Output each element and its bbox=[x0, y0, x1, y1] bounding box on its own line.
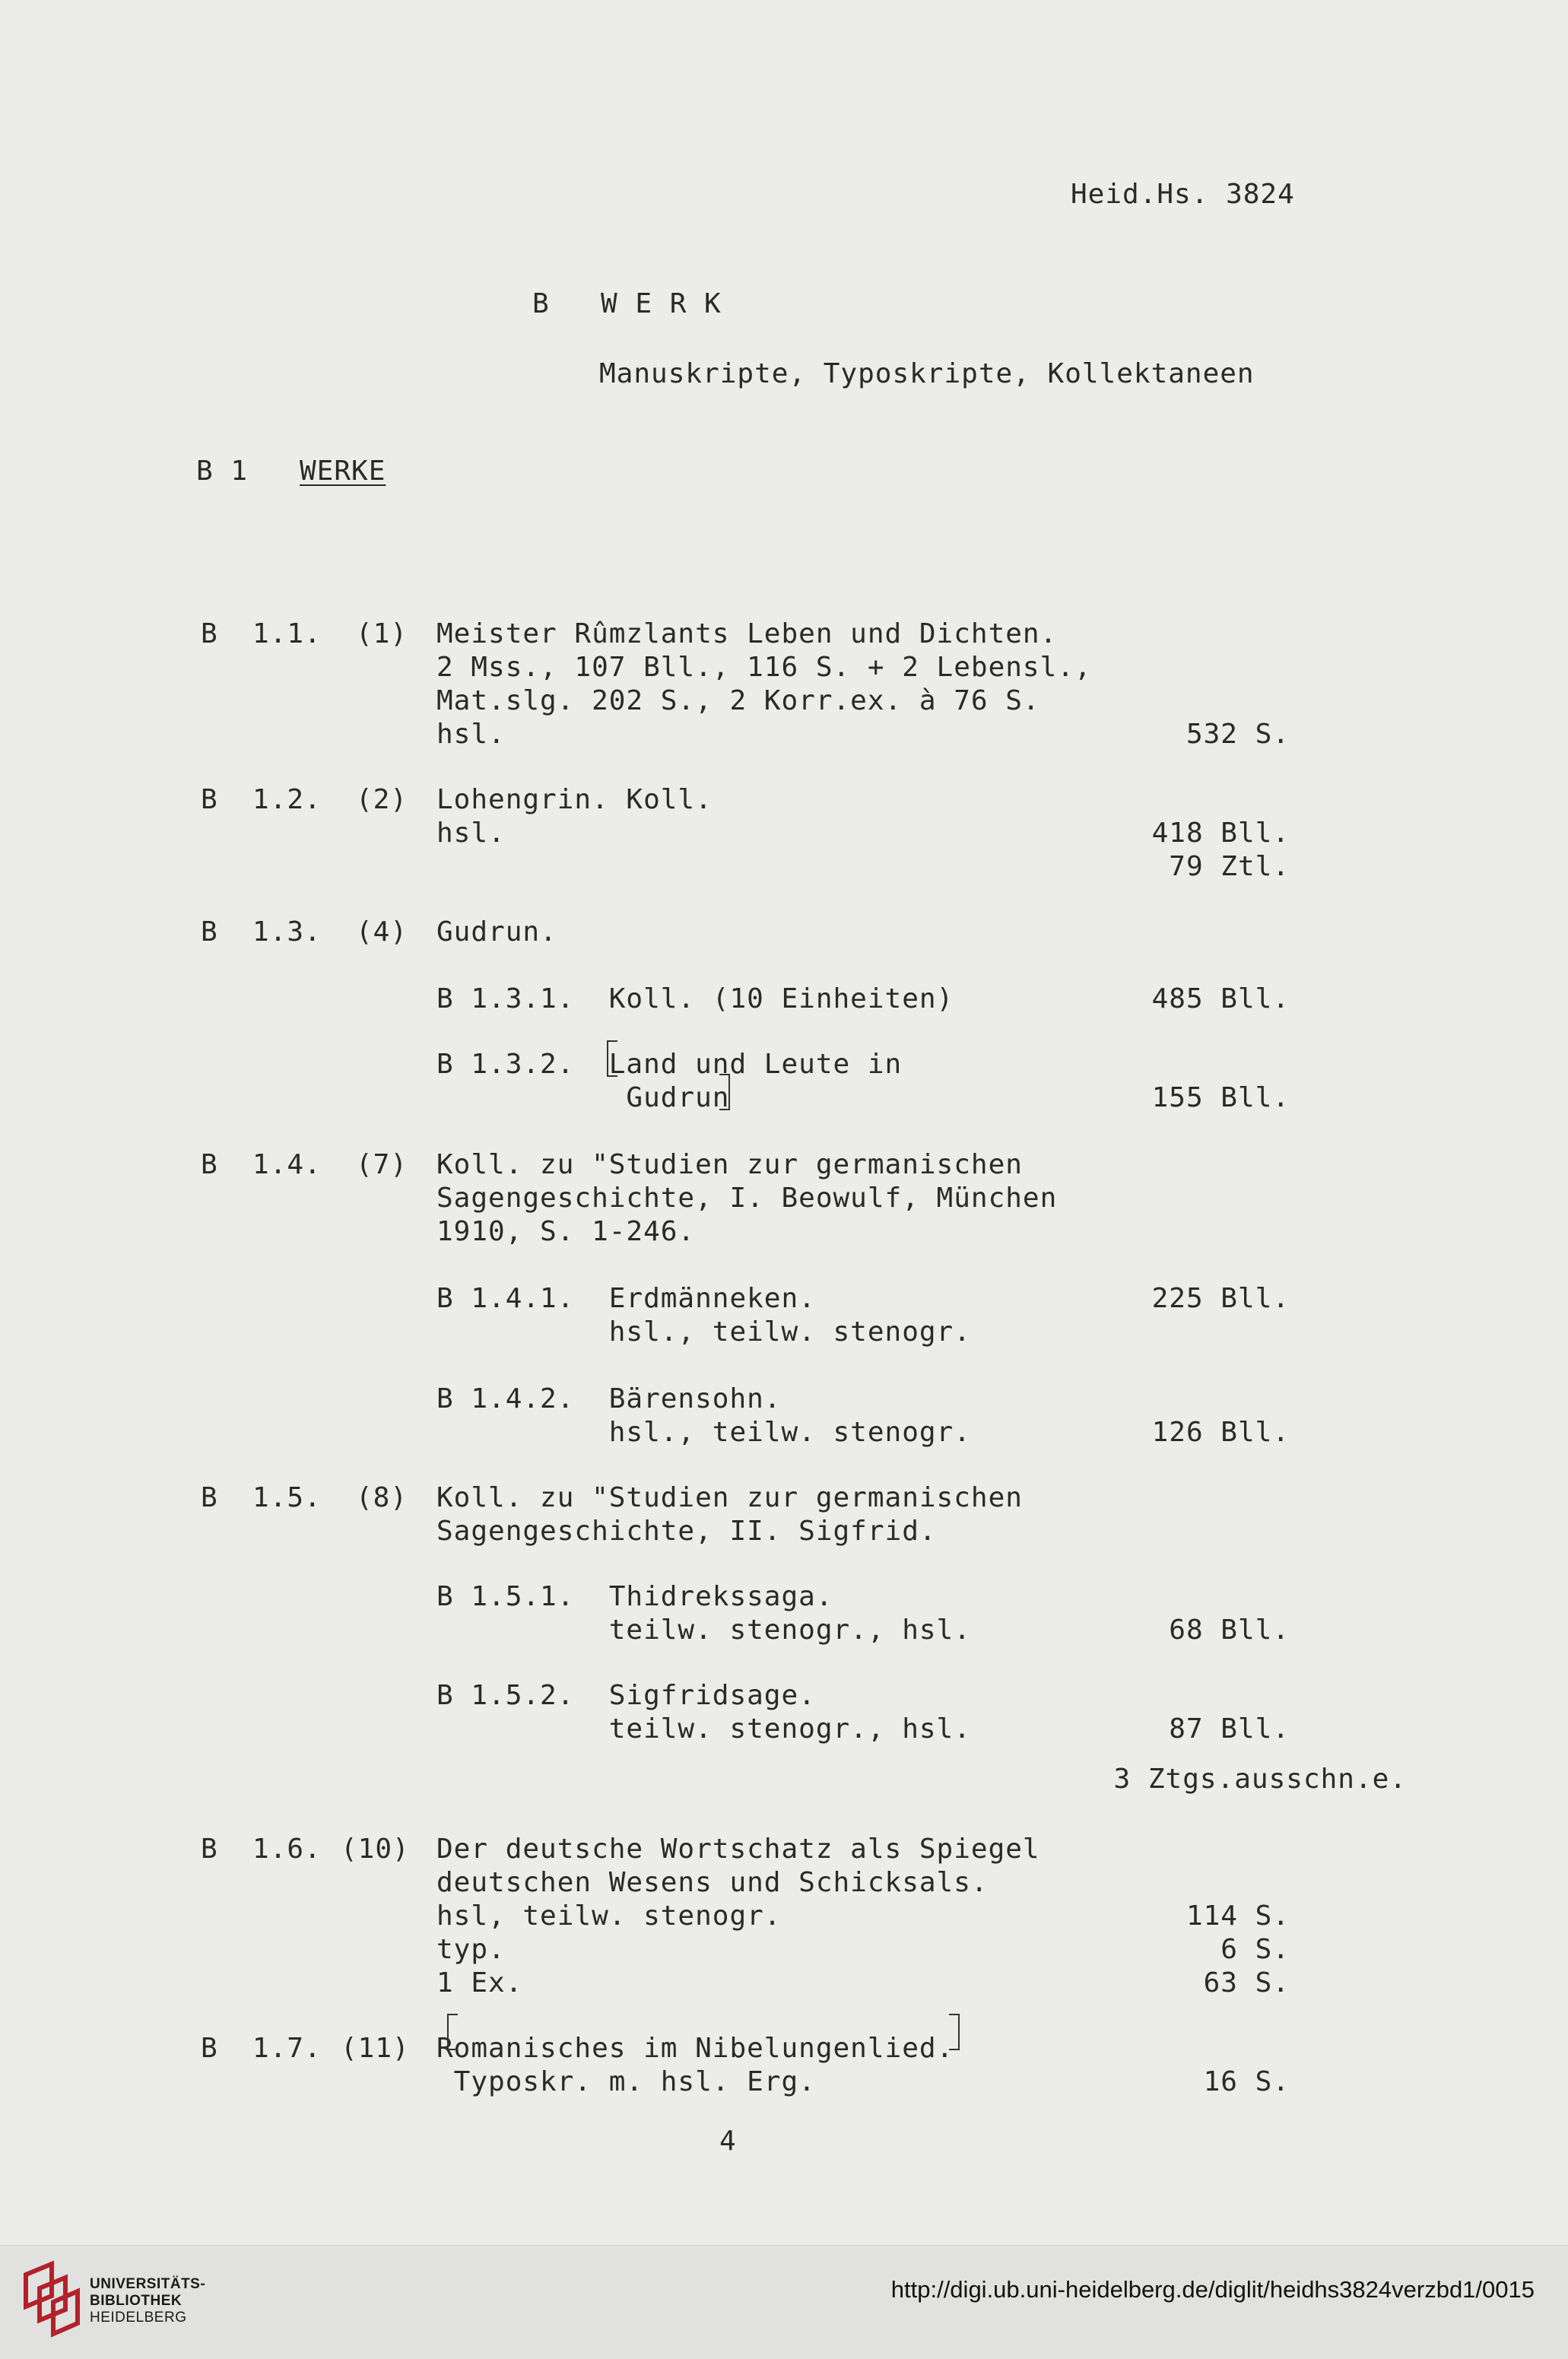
entry-text: B 1.3.1. Koll. (10 Einheiten) bbox=[436, 983, 954, 1014]
section-letter: B bbox=[532, 288, 550, 319]
entry-text: hsl., teilw. stenogr. bbox=[436, 1316, 971, 1348]
bracket-open bbox=[607, 1040, 617, 1077]
entry-text: hsl. bbox=[436, 818, 506, 849]
subsection-title: WERKE bbox=[300, 456, 386, 487]
entry-extent: 532 S. bbox=[1186, 719, 1290, 750]
entry-text: 1 Ex. bbox=[436, 1967, 523, 1999]
entry-signature: B 1.4. bbox=[201, 1149, 322, 1180]
footer-bar bbox=[0, 2245, 1568, 2359]
entry-text: hsl., teilw. stenogr. bbox=[436, 1417, 971, 1448]
entry-extent: 485 Bll. bbox=[1151, 983, 1290, 1014]
entry-text: Koll. zu "Studien zur germanischen bbox=[436, 1149, 1023, 1180]
entry-text: hsl, teilw. stenogr. bbox=[436, 1900, 782, 1932]
bracket-open bbox=[447, 2014, 458, 2050]
entry-text: 2 Mss., 107 Bll., 116 S. + 2 Lebensl., bbox=[436, 652, 1092, 683]
entry-number: (1) bbox=[356, 618, 408, 649]
entry-extent: 155 Bll. bbox=[1151, 1082, 1290, 1113]
section-subtitle: Manuskripte, Typoskripte, Kollektaneen bbox=[599, 358, 1255, 389]
entry-text: Meister Rûmzlants Leben und Dichten. bbox=[436, 618, 1058, 649]
entry-extent: 87 Bll. bbox=[1169, 1713, 1290, 1745]
entry-text: 1910, S. 1-246. bbox=[436, 1216, 696, 1247]
entry-text: B 1.5.1. Thidrekssaga. bbox=[436, 1581, 833, 1612]
entry-extent: 114 S. bbox=[1186, 1900, 1290, 1932]
entry-extent: 6 S. bbox=[1220, 1934, 1290, 1965]
library-name-line1: UNIVERSITÄTS- bbox=[90, 2276, 206, 2292]
entry-extent: 418 Bll. bbox=[1151, 818, 1290, 849]
entry-text: Gudrun. bbox=[436, 916, 557, 948]
page-number: 4 bbox=[719, 2126, 737, 2157]
entry-number: (11) bbox=[341, 2033, 410, 2064]
entry-text: Typoskr. m. hsl. Erg. bbox=[436, 2066, 816, 2097]
entry-extent: 126 Bll. bbox=[1151, 1417, 1290, 1448]
entry-text: B 1.4.1. Erdmänneken. bbox=[436, 1283, 816, 1314]
entry-text: Koll. zu "Studien zur germanischen bbox=[436, 1482, 1023, 1513]
entry-text: hsl. bbox=[436, 719, 506, 750]
entry-extent: 16 S. bbox=[1203, 2066, 1290, 2097]
entry-text: teilw. stenogr., hsl. bbox=[436, 1713, 971, 1745]
entry-number: (8) bbox=[356, 1482, 408, 1513]
entry-signature: B 1.6. bbox=[201, 1834, 322, 1865]
shelfmark: Heid.Hs. 3824 bbox=[1071, 179, 1295, 210]
entry-extent: 79 Ztl. bbox=[1169, 851, 1290, 882]
entry-number: (10) bbox=[341, 1834, 410, 1865]
entry-signature: B 1.3. bbox=[201, 916, 322, 948]
source-url-link[interactable]: http://digi.ub.uni-heidelberg.de/diglit/heidhs3824verzbd1/0015 bbox=[890, 2276, 1535, 2303]
entry-signature: B 1.1. bbox=[201, 618, 322, 649]
entry-text: Sagengeschichte, I. Beowulf, München bbox=[436, 1183, 1058, 1214]
entry-extent: 3 Ztgs.ausschn.e. bbox=[1113, 1764, 1407, 1795]
entry-text: B 1.5.2. Sigfridsage. bbox=[436, 1680, 816, 1711]
library-name-line3: HEIDELBERG bbox=[90, 2310, 187, 2326]
entry-text: Mat.slg. 202 S., 2 Korr.ex. à 76 S. bbox=[436, 685, 1040, 716]
entry-extent: 63 S. bbox=[1203, 1967, 1290, 1999]
entry-text: B 1.3.2. Land und Leute in bbox=[436, 1049, 903, 1080]
subsection-id: B 1 bbox=[196, 456, 249, 487]
entry-number: (2) bbox=[356, 784, 408, 815]
entry-text: Romanisches im Nibelungenlied. bbox=[436, 2033, 954, 2064]
entry-text: deutschen Wesens und Schicksals. bbox=[436, 1867, 989, 1898]
entry-signature: B 1.7. bbox=[201, 2033, 322, 2064]
entry-text: typ. bbox=[436, 1934, 506, 1965]
entry-number: (7) bbox=[356, 1149, 408, 1180]
entry-signature: B 1.5. bbox=[201, 1482, 322, 1513]
entry-text: B 1.4.2. Bärensohn. bbox=[436, 1383, 782, 1414]
library-name-line2: BIBLIOTHEK bbox=[90, 2293, 183, 2309]
entry-signature: B 1.2. bbox=[201, 784, 322, 815]
bracket-close bbox=[719, 1074, 730, 1110]
bracket-close bbox=[949, 2014, 960, 2050]
entry-text: Lohengrin. Koll. bbox=[436, 784, 713, 815]
entry-text: Gudrun bbox=[436, 1082, 730, 1113]
library-logo-icon bbox=[18, 2259, 82, 2343]
entry-extent: 225 Bll. bbox=[1151, 1283, 1290, 1314]
entry-text: Sagengeschichte, II. Sigfrid. bbox=[436, 1516, 937, 1547]
entry-extent: 68 Bll. bbox=[1169, 1614, 1290, 1646]
section-title: W E R K bbox=[601, 288, 722, 319]
entry-text: teilw. stenogr., hsl. bbox=[436, 1614, 971, 1646]
entry-text: Der deutsche Wortschatz als Spiegel bbox=[436, 1834, 1040, 1865]
entry-number: (4) bbox=[356, 916, 408, 948]
